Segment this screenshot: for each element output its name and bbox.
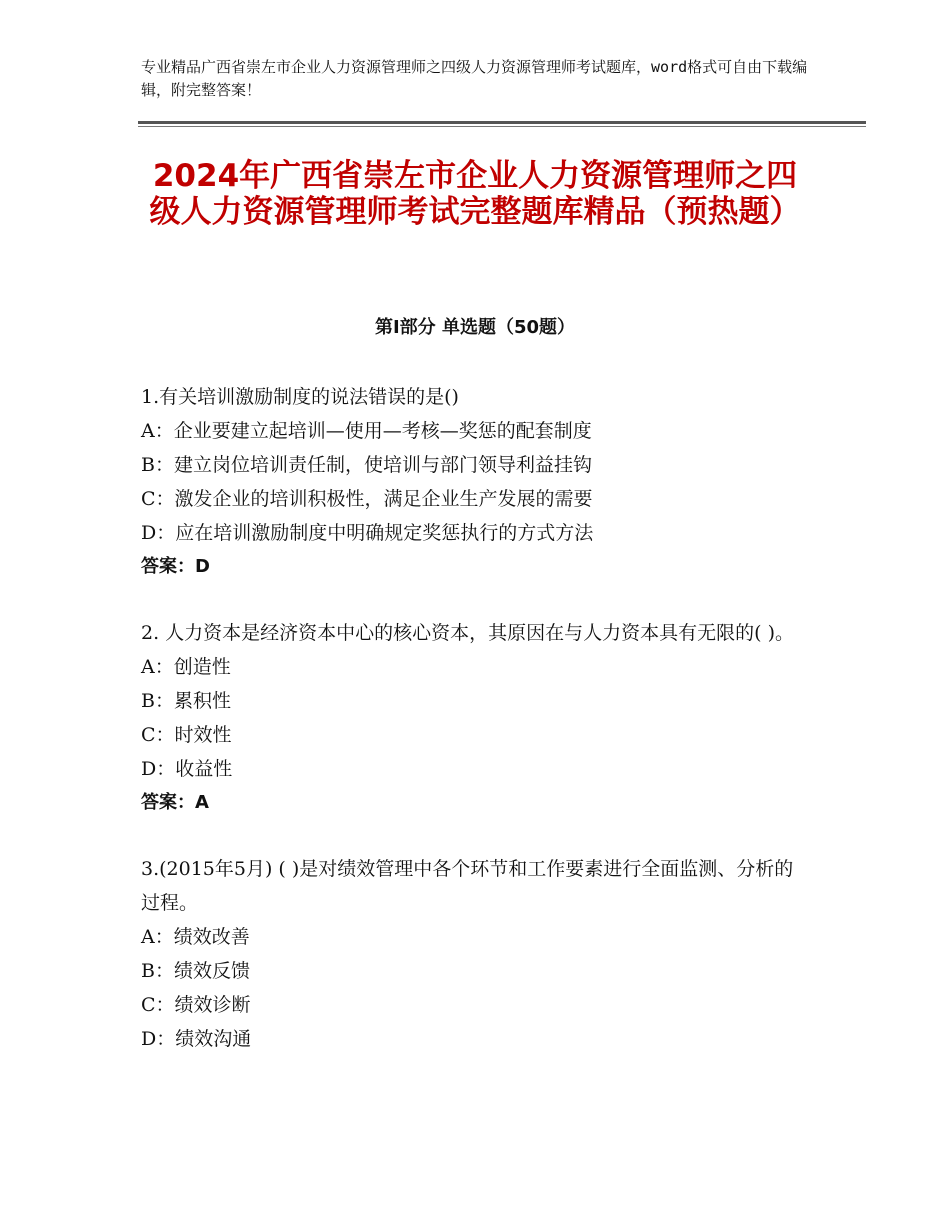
question-stem: 2. 人力资本是经济资本中心的核心资本，其原因在与人力资本具有无限的( )。: [141, 622, 795, 644]
answer-label: 答案：D: [141, 556, 210, 577]
option-a: A：企业要建立起培训—使用—考核—奖惩的配套制度: [141, 420, 592, 442]
option-b: B：绩效反馈: [141, 960, 250, 982]
document-title: 2024年广西省崇左市企业人力资源管理师之四级人力资源管理师考试完整题库精品（预热题）: [149, 158, 801, 230]
option-a: A：创造性: [141, 656, 231, 678]
answer-label: 答案：A: [141, 792, 209, 813]
header-divider-thin: [138, 126, 866, 127]
option-d: D：应在培训激励制度中明确规定奖惩执行的方式方法: [141, 522, 594, 544]
option-c: C：时效性: [141, 724, 232, 746]
question-3: [141, 852, 811, 1056]
option-b: B：累积性: [141, 690, 231, 712]
option-d: D：收益性: [141, 758, 233, 780]
option-a: A：绩效改善: [141, 926, 250, 948]
option-d: D：绩效沟通: [141, 1028, 252, 1050]
option-c: C：激发企业的培训积极性，满足企业生产发展的需要: [141, 488, 593, 510]
header-divider-thick: [138, 121, 866, 124]
header-note: 专业精品广西省崇左市企业人力资源管理师之四级人力资源管理师考试题库，word格式可自由下载编辑，附完整答案！: [141, 58, 808, 99]
question-2: [141, 616, 811, 820]
option-c: C：绩效诊断: [141, 994, 251, 1016]
question-list: [141, 380, 811, 1088]
question-1: [141, 380, 811, 584]
option-b: B：建立岗位培训责任制，使培训与部门领导利益挂钩: [141, 454, 592, 476]
question-stem: 3.(2015年5月) ( )是对绩效管理中各个环节和工作要素进行全面监测、分析的过程。: [141, 858, 794, 914]
question-stem: 1.有关培训激励制度的说法错误的是(): [141, 386, 459, 408]
section-title: 第Ⅰ部分 单选题（50题）: [374, 317, 575, 338]
